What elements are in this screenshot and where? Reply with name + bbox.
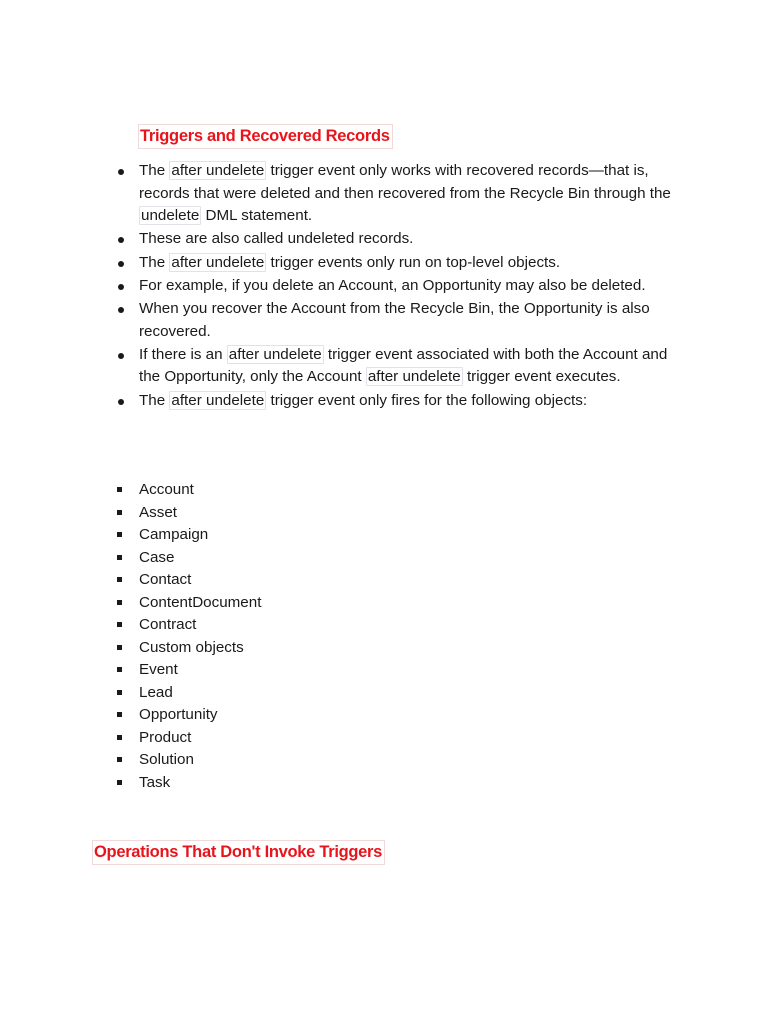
bullet-item: [139, 298, 679, 343]
object-list-item: Contract: [139, 614, 261, 637]
text-run: trigger event executes.: [462, 368, 621, 386]
bullet-item: [139, 344, 679, 389]
text-run: The: [139, 162, 170, 179]
section-heading-triggers-recovered-records: Triggers and Recovered Records: [138, 124, 393, 149]
text-run: When you recover the Account from the Recycle Bin, the Opportunity is also recovered.: [139, 299, 650, 340]
object-list-item: Opportunity: [139, 704, 261, 727]
text-run: These are also called undeleted records.: [139, 230, 414, 248]
object-list-item: Event: [139, 659, 261, 682]
bullet-list: [139, 160, 679, 413]
text-run: The: [139, 253, 170, 271]
object-list: [139, 479, 261, 794]
code-term: after undelete: [367, 368, 461, 386]
text-run: DML statement.: [201, 207, 313, 225]
object-list-item: Account: [139, 479, 261, 502]
text-run: For example, if you delete an Account, an Opportunity may also be deleted.: [139, 276, 646, 294]
text-run: trigger event only works with recovered records—that is, records that were deleted and then recovered from the Recycle Bin through the: [139, 162, 671, 202]
bullet-item: [139, 275, 679, 298]
code-term: after undelete: [171, 162, 265, 179]
bullet-item: [139, 228, 679, 251]
text-run: trigger event associated with both the Account and the Opportunity, only the Account: [139, 345, 668, 386]
object-list-item: Custom objects: [139, 637, 261, 660]
object-list-item: Task: [139, 772, 261, 795]
text-run: trigger events only run on top-level objects.: [266, 253, 561, 271]
object-list-item: Campaign: [139, 524, 261, 547]
bullet-item: [139, 390, 679, 413]
object-list-item: Contact: [139, 569, 261, 592]
section-heading-operations-no-triggers: Operations That Don't Invoke Triggers: [92, 840, 385, 865]
object-list-item: ContentDocument: [139, 592, 261, 615]
text-run: trigger event only fires for the following objects:: [266, 391, 588, 409]
object-list-item: Case: [139, 547, 261, 570]
code-term: undelete: [141, 207, 200, 225]
text-run: The: [139, 391, 170, 409]
text-run: If there is an: [139, 345, 227, 363]
object-list-item: Product: [139, 727, 261, 750]
bullet-item: [139, 160, 679, 228]
bullet-item: [139, 252, 679, 275]
object-list-item: Lead: [139, 682, 261, 705]
object-list-item: Asset: [139, 502, 261, 525]
code-term: after undelete: [228, 345, 322, 363]
code-term: after undelete: [171, 391, 265, 409]
code-term: after undelete: [171, 253, 265, 271]
object-list-item: Solution: [139, 749, 261, 772]
